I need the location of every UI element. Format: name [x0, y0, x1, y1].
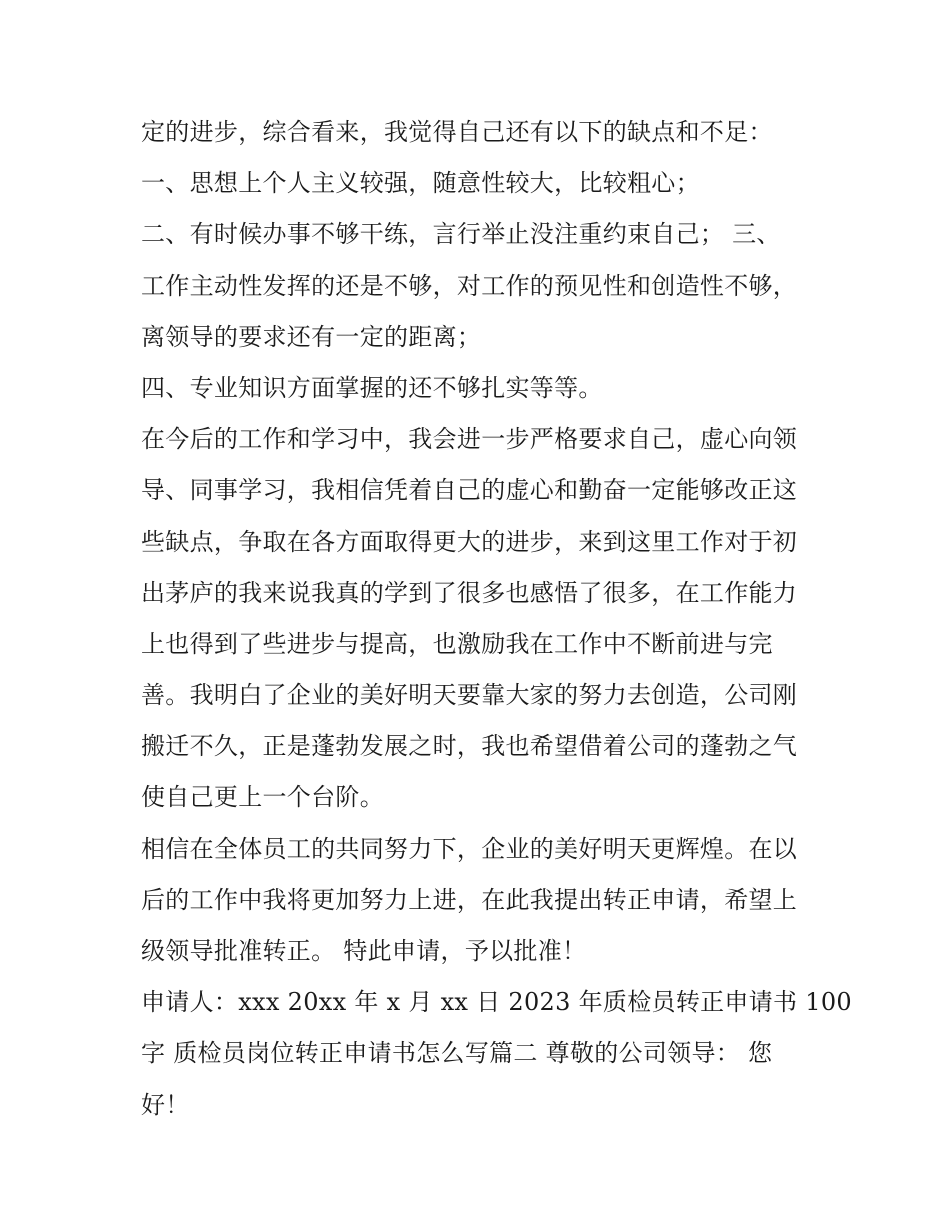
text-line: 在今后的工作和学习中，我会进一步严格要求自己，虚心向领	[141, 425, 798, 454]
text-line: 一、思想上个人主义较强，随意性较大，比较粗心；	[141, 169, 700, 198]
text-line: 级领导批准转正。 特此申请，予以批准！	[141, 937, 587, 965]
text-line: 二、有时候办事不够干练，言行举止没注重约束自己； 三、	[141, 220, 781, 249]
text-line: 四、专业知识方面掌握的还不够扎实等等。	[141, 373, 603, 402]
text-line: 字 质检员岗位转正申请书怎么写篇二 尊敬的公司领导： 您	[141, 1039, 773, 1068]
text-line: 好！	[141, 1090, 190, 1119]
text-line: 些缺点，争取在各方面取得更大的进步，来到这里工作对于初	[141, 527, 798, 556]
text-line: 工作主动性发挥的还是不够，对工作的预见性和创造性不够，	[141, 271, 798, 300]
text-line: 后的工作中我将更加努力上进，在此我提出转正申请，希望上	[141, 885, 798, 914]
text-line: 出茅庐的我来说我真的学到了很多也感悟了很多，在工作能力	[141, 578, 798, 607]
text-line: 离领导的要求还有一定的距离；	[141, 322, 482, 351]
text-line: 相信在全体员工的共同努力下，企业的美好明天更辉煌。在以	[141, 834, 798, 863]
text-line: 搬迁不久，正是蓬勃发展之时，我也希望借着公司的蓬勃之气	[141, 732, 798, 761]
document-body	[141, 107, 852, 1131]
text-line: 申请人：xxx 20xx 年 x 月 xx 日 2023 年质检员转正申请书 100	[141, 988, 852, 1017]
text-line: 使自己更上一个台阶。	[141, 783, 384, 812]
text-line: 上也得到了些进步与提高，也激励我在工作中不断前进与完	[141, 629, 773, 658]
text-line: 定的进步，综合看来，我觉得自己还有以下的缺点和不足：	[141, 118, 773, 146]
text-line: 善。我明白了企业的美好明天要靠大家的努力去创造，公司刚	[141, 681, 798, 710]
text-line: 导、同事学习，我相信凭着自己的虚心和勤奋一定能够改正这	[141, 476, 798, 505]
